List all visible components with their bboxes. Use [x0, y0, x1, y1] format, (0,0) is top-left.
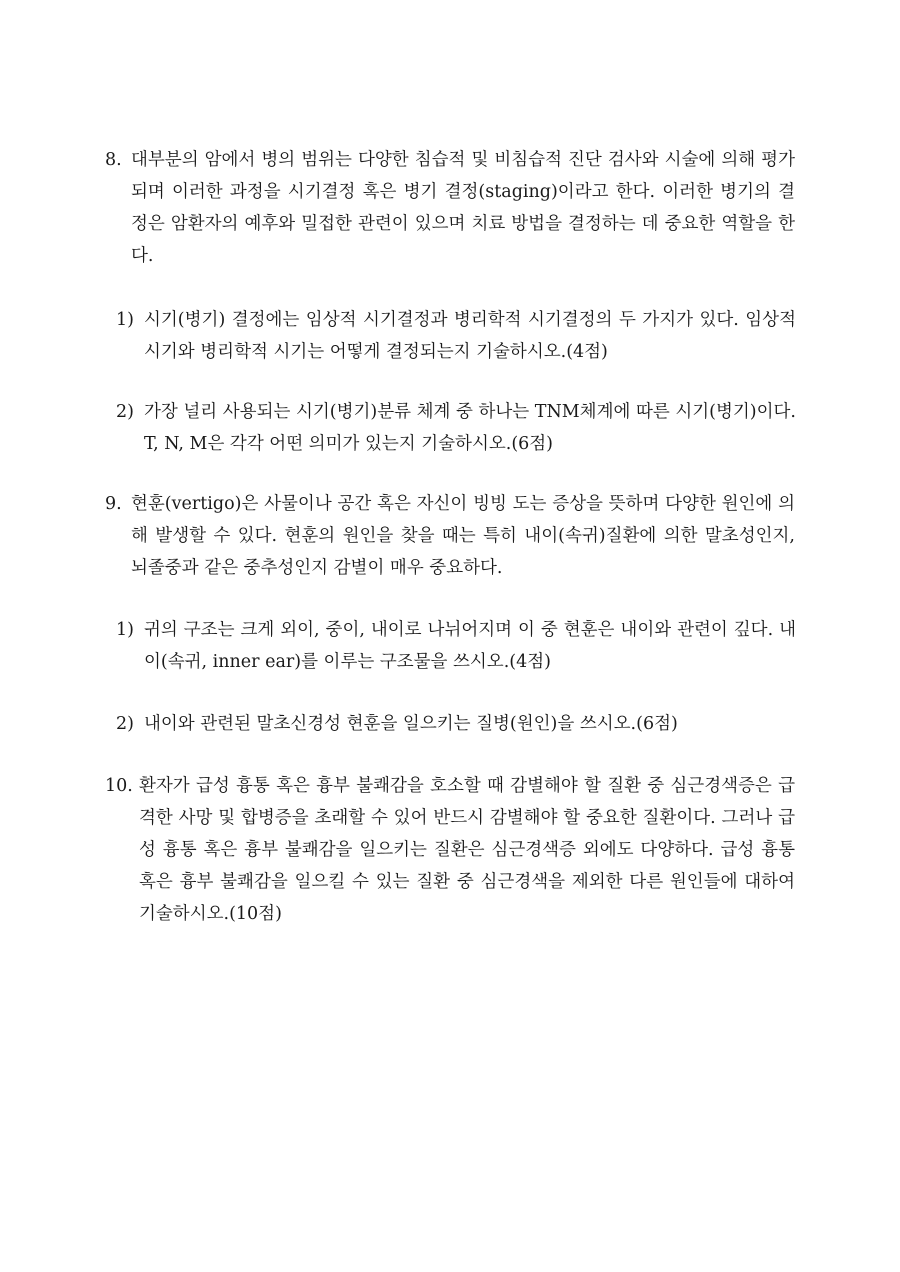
sub-question-text: 귀의 구조는 크게 외이, 중이, 내이로 나뉘어지며 이 중 현훈은 내이와 관련이 깊다. 내이(속귀, inner ear)를 이루는 구조물을 쓰시오.(4점) — [144, 620, 796, 672]
question-text: 현훈(vertigo)은 사물이나 공간 혹은 자신이 빙빙 도는 증상을 뜻하며 다양한 원인에 의해 발생할 수 있다. 현훈의 원인을 찾을 때는 특히 내이(속귀)질환에 의한 말초성인지, 뇌졸중과 같은 중추성인지 감별이 매우 중요하다. — [131, 494, 795, 578]
question-text: 대부분의 암에서 병의 범위는 다양한 침습적 및 비침습적 진단 검사와 시술에 의해 평가되며 이러한 과정을 시기결정 혹은 병기 결정(staging)이라고 한다. 이러한 병기의 결정은 암환자의 예후와 밀접한 관련이 있으며 치료 방법을 결정하는 데 중요한 역할을 한다. — [131, 150, 795, 266]
question-8 — [105, 144, 795, 272]
sub-question-text: 가장 널리 사용되는 시기(병기)분류 체계 중 하나는 TNM체계에 따른 시기(병기)이다. T, N, M은 각각 어떤 의미가 있는지 기술하시오.(6점) — [144, 402, 796, 454]
sub-question-text: 내이와 관련된 말초신경성 현훈을 일으키는 질병(원인)을 쓰시오.(6점) — [144, 714, 678, 734]
sub-question-number: 1) — [116, 310, 134, 330]
sub-question-number: 2) — [116, 714, 134, 734]
question-number: 9. — [105, 494, 122, 514]
question-8-sub-2 — [116, 396, 796, 460]
question-number: 10. — [105, 776, 133, 796]
sub-question-text: 시기(병기) 결정에는 임상적 시기결정과 병리학적 시기결정의 두 가지가 있다. 임상적 시기와 병리학적 시기는 어떻게 결정되는지 기술하시오.(4점) — [144, 310, 796, 362]
question-8-sub-1 — [116, 304, 796, 368]
question-number: 8. — [105, 150, 122, 170]
question-9-sub-1 — [116, 614, 796, 678]
sub-question-number: 1) — [116, 620, 134, 640]
question-9-sub-2 — [116, 708, 796, 740]
question-text: 환자가 급성 흉통 혹은 흉부 불쾌감을 호소할 때 감별해야 할 질환 중 심근경색증은 급격한 사망 및 합병증을 초래할 수 있어 반드시 감별해야 할 중요한 질환이다. 그러나 급성 흉통 혹은 흉부 불쾌감을 일으키는 질환은 심근경색증 외에도 다양하다. 급성 흉통 혹은 흉부 불쾌감을 일으킬 수 있는 질환 중 심근경색을 제외한 다른 원인들에 대하여 기술하시오.(10점) — [139, 776, 795, 924]
question-10 — [105, 770, 795, 930]
sub-question-number: 2) — [116, 402, 134, 422]
question-9 — [105, 488, 795, 584]
